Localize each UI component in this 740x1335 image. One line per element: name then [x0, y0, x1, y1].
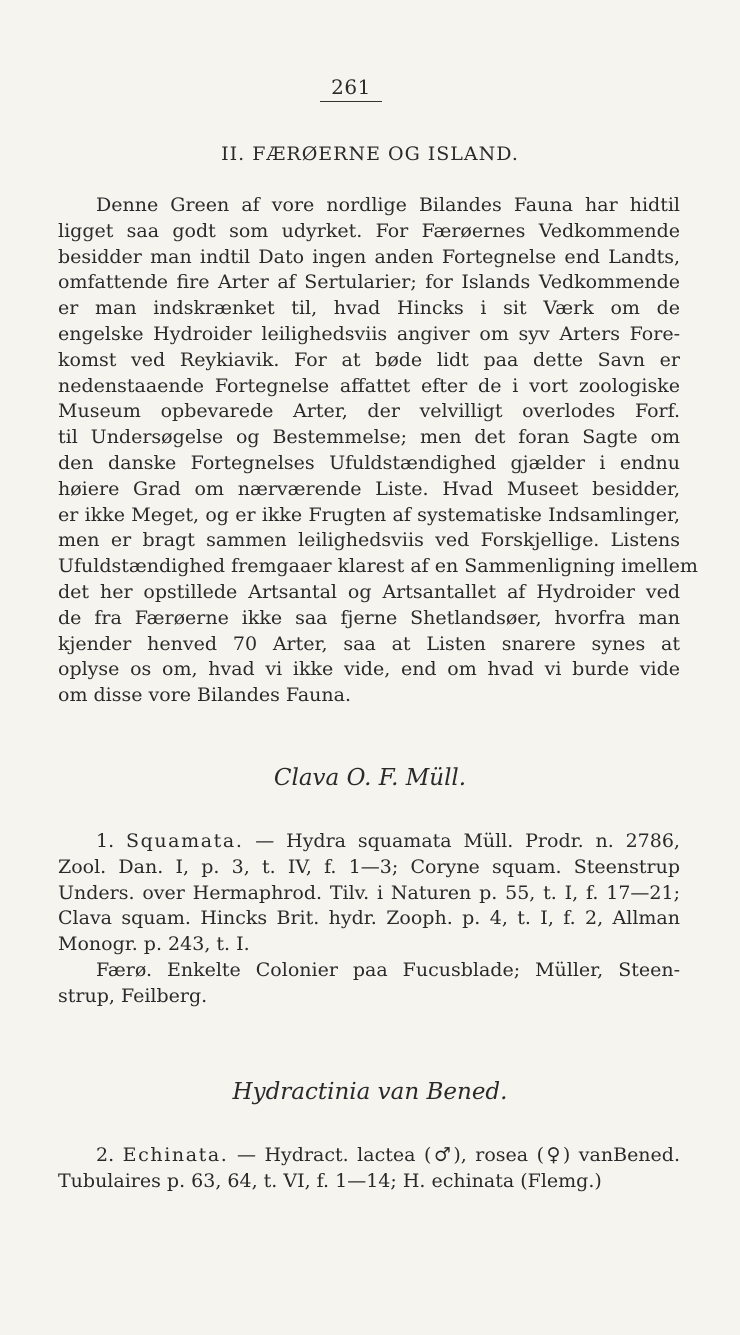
- text-line: men er bragt sammen leilighedsviis ved Forskjellige. Listens: [58, 529, 680, 552]
- text-line: Clava squam. Hincks Brit. hydr. Zooph. p. 4, t. I, f. 2, Allman: [58, 907, 680, 930]
- text-line: Monogr. p. 243, t. I.: [58, 933, 250, 956]
- text-line: nedenstaaende Fortegnelse affattet efter de i vort zoologiske: [58, 374, 680, 397]
- text-line: de fra Færøerne ikke saa fjerne Shetlandsøer, hvorfra man: [58, 606, 680, 629]
- text-line: Zool. Dan. I, p. 3, t. IV, f. 1—3; Coryne squam. Steenstrup: [58, 855, 680, 878]
- species-name: Squamata.: [125, 830, 244, 852]
- text-line: omfattende fire Arter af Sertularier; for Islands Vedkommende: [58, 271, 680, 294]
- entry-first-line: [58, 1143, 680, 1169]
- genus-heading-hydractinia: Hydractinia van Bened.: [232, 1079, 508, 1105]
- entry-citation: — Hydract. lactea (♂), rosea (♀) vanBened.: [236, 1144, 680, 1166]
- text-line: er ikke Meget, og er ikke Frugten af systematiske Indsamlinger,: [58, 503, 680, 526]
- text-line: komst ved Reykiavik. For at bøde lidt paa dette Savn er: [58, 348, 680, 371]
- text-line: kjender henved 70 Arter, saa at Listen snarere synes at: [58, 632, 680, 655]
- entry-number: 2.: [96, 1144, 115, 1166]
- text-line: høiere Grad om nærværende Liste. Hvad Museet besidder,: [58, 477, 680, 500]
- species-entry-squamata: [58, 829, 680, 1010]
- intro-paragraph: [58, 193, 698, 709]
- section-heading: II. FÆRØERNE OG ISLAND.: [221, 143, 519, 165]
- text-line: engelske Hydroider leilighedsviis angiver om syv Arters Fore-: [58, 322, 680, 345]
- text-line: Museum opbevarede Arter, der velvilligt overlodes Forf.: [58, 400, 680, 423]
- text-line: Ufuldstændighed fremgaaer klarest af en Sammenligning imellem: [58, 555, 698, 578]
- text-line: det her opstillede Artsantal og Artsantallet af Hydroider ved: [58, 580, 680, 603]
- text-line: Unders. over Hermaphrod. Tilv. i Naturen p. 55, t. I, f. 17—21;: [58, 881, 680, 904]
- locality-line: Færø. Enkelte Colonier paa Fucusblade; Müller, Steen-: [96, 958, 680, 981]
- text-line: Denne Green af vore nordlige Bilandes Fauna har hidtil: [96, 194, 680, 216]
- entry-first-line: [58, 829, 680, 855]
- text-line: til Undersøgelse og Bestemmelse; men det foran Sagte om: [58, 426, 680, 449]
- species-entry-echinata: [58, 1143, 680, 1195]
- text-line: er man indskrænket til, hvad Hincks i sit Værk om de: [58, 297, 680, 320]
- text-line: oplyse os om, hvad vi ikke vide, end om hvad vi burde vide: [58, 658, 680, 681]
- page-number: 261: [320, 75, 382, 102]
- text-line: besidder man indtil Dato ingen anden Fortegnelse end Landts,: [58, 245, 680, 268]
- text-line: ligget saa godt som udyrket. For Færøernes Vedkommende: [58, 219, 680, 242]
- locality-line: strup, Feilberg.: [58, 984, 208, 1007]
- text-line: den danske Fortegnelses Ufuldstændighed gjælder i endnu: [58, 451, 680, 474]
- text-line: Tubulaires p. 63, 64, t. VI, f. 1—14; H. echinata (Flemg.): [58, 1169, 602, 1192]
- species-name: Echinata.: [122, 1144, 229, 1166]
- genus-heading-clava: Clava O. F. Müll.: [273, 765, 467, 791]
- entry-citation: — Hydra squamata Müll. Prodr. n. 2786,: [255, 830, 680, 852]
- text-line: om disse vore Bilandes Fauna.: [58, 684, 351, 707]
- entry-number: 1.: [96, 830, 115, 852]
